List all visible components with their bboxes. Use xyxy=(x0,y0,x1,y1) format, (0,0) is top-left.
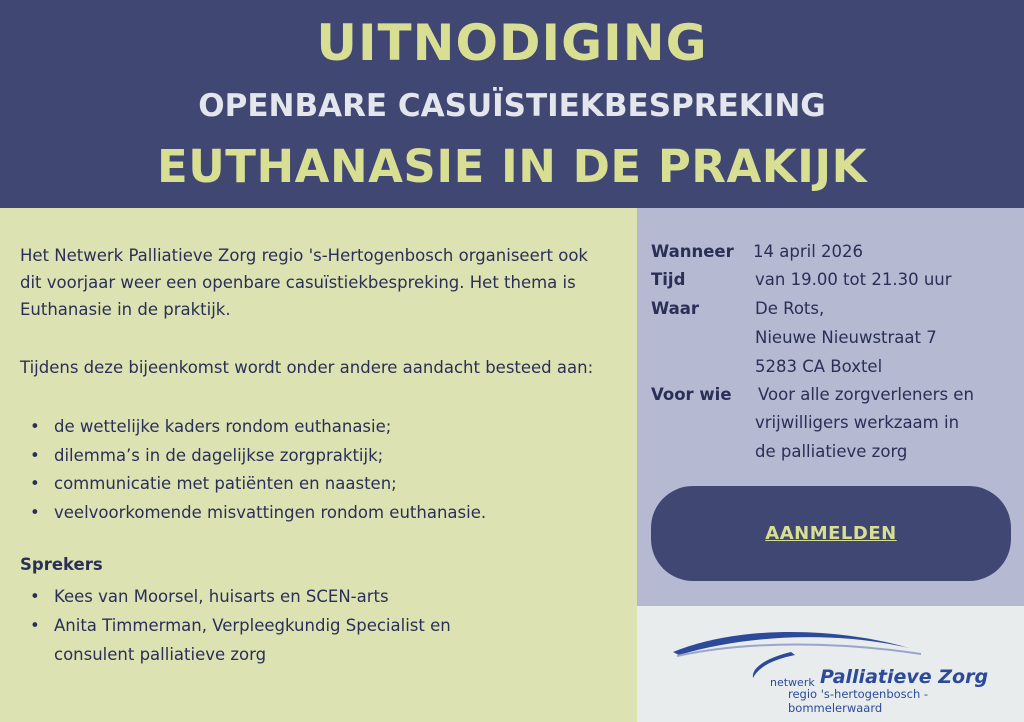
speaker-item: • Kees van Moorsel, huisarts en SCEN-arts xyxy=(30,582,510,611)
who-line-1: Voor alle zorgverleners en xyxy=(758,385,974,404)
where-line-2: Nieuwe Nieuwstraat 7 xyxy=(755,328,937,347)
when-value: 14 april 2026 xyxy=(753,242,864,261)
header-banner xyxy=(0,0,1024,208)
topic-item: • dilemma’s in de dagelijkse zorgpraktijk; xyxy=(30,442,486,471)
topic-item: • de wettelijke kaders rondom euthanasie; xyxy=(30,413,486,442)
intro-paragraph: Het Netwerk Palliatieve Zorg regio 's-Hertogenbosch organiseert ook dit voorjaar weer een openbare casuïstiekbespreking. Het thema is Euthanasie in de praktijk. xyxy=(20,246,588,319)
where-line-3: 5283 CA Boxtel xyxy=(755,357,883,376)
topics-list xyxy=(30,413,486,527)
speakers-heading: Sprekers xyxy=(20,555,103,574)
topics-lead-paragraph: Tijdens deze bijeenkomst wordt onder andere aandacht besteed aan: xyxy=(20,358,594,377)
topic-item: • veelvoorkomende misvattingen rondom euthanasie. xyxy=(30,499,486,528)
who-line-2: vrijwilligers werkzaam in xyxy=(755,413,960,432)
logo-word-palliatieve-zorg: Palliatieve Zorg xyxy=(820,666,989,688)
speaker-item: • Anita Timmerman, Verpleegkundig Specialist en consulent palliatieve zorg xyxy=(30,611,510,669)
description-panel xyxy=(0,208,637,722)
topic-item: • communicatie met patiënten en naasten; xyxy=(30,470,486,499)
time-value: van 19.00 tot 21.30 uur xyxy=(755,270,952,289)
register-button[interactable] xyxy=(651,486,1011,581)
logo-region-text: regio 's-hertogenbosch - bommelerwaard xyxy=(788,687,929,715)
where-label: Waar xyxy=(651,299,700,318)
when-label: Wanneer xyxy=(651,242,734,261)
speakers-list xyxy=(30,582,510,669)
event-topic-title: EUTHANASIE IN DE PRAKIJK xyxy=(156,140,868,193)
organization-logo xyxy=(637,606,1024,722)
details-panel xyxy=(637,208,1024,606)
who-line-3: de palliatieve zorg xyxy=(755,442,908,461)
logo-word-netwerk: netwerk xyxy=(770,676,815,689)
time-label: Tijd xyxy=(651,270,686,289)
event-type-subtitle: OPENBARE CASUÏSTIEKBESPREKING xyxy=(198,88,826,124)
where-line-1: De Rots, xyxy=(755,299,825,318)
who-label: Voor wie xyxy=(651,385,732,404)
register-button-label[interactable]: AANMELDEN xyxy=(765,523,897,544)
invitation-title: UITNODIGING xyxy=(316,14,708,72)
